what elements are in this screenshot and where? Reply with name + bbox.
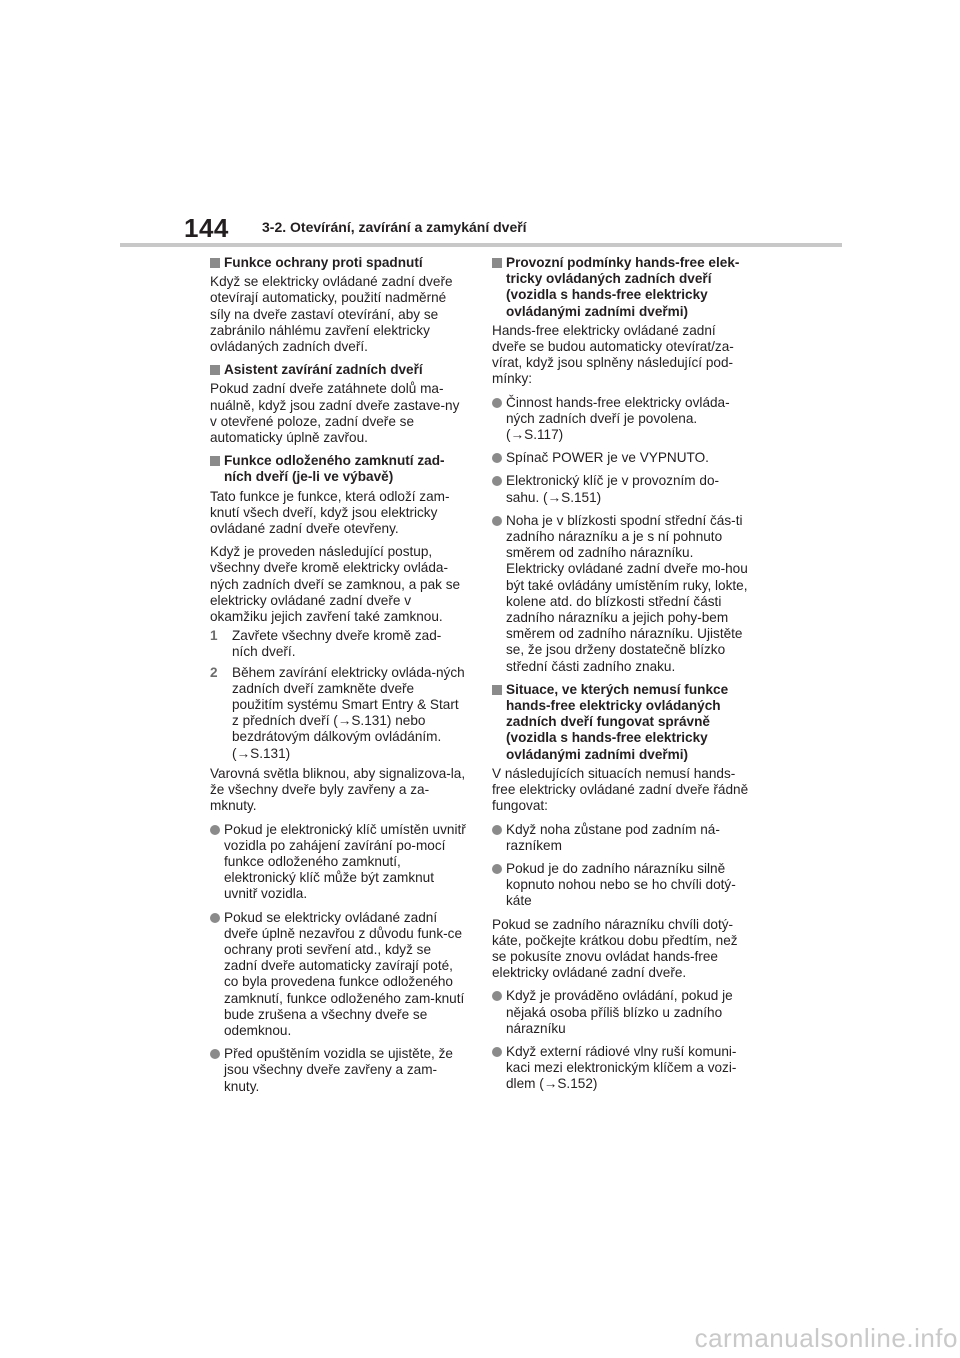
page-number: 144 <box>184 213 229 243</box>
step-number: 2 <box>210 664 218 680</box>
bullet-item <box>492 861 752 910</box>
bullet-text: Když je prováděno ovládání, pokud je nějaká osoba příliš blízko u zadního nárazníku <box>506 988 733 1036</box>
square-bullet-icon <box>210 365 220 375</box>
bullet-item <box>492 988 752 1037</box>
bullet-text: Před opuštěním vozidla se ujistěte, že jsou všechny dveře zavřeny a zam-knuty. <box>224 1046 453 1094</box>
step-text: Během zavírání elektricky ovláda-ných zadních dveří zamkněte dveře použitím systému Smart Entry & Start z předních dveří (→S.131) nebo bezdrátovým dálkovým ovládáním. (→S.131) <box>232 664 465 761</box>
bullet-item <box>492 395 752 444</box>
bullet-item <box>210 910 466 1040</box>
square-bullet-icon <box>210 258 220 268</box>
bullet-text: Činnost hands-free elektricky ovláda-ných zadních dveří je povolena. (→S.117) <box>506 394 730 443</box>
paragraph: Když je proveden následující postup, všechny dveře kromě elektricky ovláda-ných zadních dveří se zamknou, a pak se elektricky ovládané zadní dveře v okamžiku jejich zavření také zamknou. <box>210 544 461 625</box>
step-text: Zavřete všechny dveře kromě zad-ních dveří. <box>232 628 442 660</box>
bullet-item <box>492 513 752 675</box>
bullet-item <box>492 1044 752 1093</box>
round-bullet-icon <box>210 825 220 835</box>
bullet-text: Když noha zůstane pod zadním ná-razníkem <box>506 821 720 853</box>
round-bullet-icon <box>492 516 502 526</box>
bullet-text: Spínač POWER je ve VYPNUTO. <box>506 450 709 466</box>
bullet-text: Pokud se elektricky ovládané zadní dveře úplně nezavřou z důvodu funk-ce ochrany proti sevření atd., když se zadní dveře automaticky zavírají poté, co byla provedena funkce odloženého zamknutí, funkce odloženého zam-knutí bude zrušena a všechny dveře se odemknou. <box>224 909 465 1038</box>
heading-handsfree-conditions <box>492 255 752 320</box>
paragraph: Varovná světla bliknou, aby signalizova-la, že všechny dveře byly zavřeny a za-mknuty. <box>210 765 466 814</box>
bullet-text: Pokud je do zadního nárazníku silně kopnuto nohou nebo se ho chvíli dotý-káte <box>506 860 736 909</box>
heading-delayed-lock <box>210 453 466 485</box>
square-bullet-icon <box>492 685 502 695</box>
round-bullet-icon <box>210 913 220 923</box>
paragraph: Když se elektricky ovládané zadní dveře otevírají automaticky, použití nadměrné síly na dveře zastaví otevírání, aby se zabránilo náhlému zavření elektricky ovládaných zadních dveří. <box>210 274 453 355</box>
round-bullet-icon <box>492 398 502 408</box>
square-bullet-icon <box>210 456 220 466</box>
round-bullet-icon <box>492 991 502 1001</box>
heading-text: Situace, ve kterých nemusí funkce hands-free elektricky ovládaných zadních dveří fungovat správně (vozidla s hands-free elektricky ovládanými zadními dveřmi) <box>506 681 729 762</box>
heading-text: Funkce ochrany proti spadnutí <box>224 255 423 270</box>
paragraph: Hands-free elektricky ovládané zadní dveře se budou automaticky otevírat/za-vírat, když jsou splněny následující pod-mínky: <box>492 322 734 387</box>
round-bullet-icon <box>492 453 502 463</box>
round-bullet-icon <box>492 864 502 874</box>
section-title: 3-2. Otevírání, zavírání a zamykání dveří <box>262 219 527 235</box>
bullet-text: Noha je v blízkosti spodní střední čás-ti zadního nárazníku a je s ní pohnuto směrem od zadního nárazníku. Elektricky ovládané zadní dveře mo-hou být také ovládány umístěním ruky, lokte, kolene atd. do blízkosti střední části zadního nárazníku a jejich pohy-bem směrem od zadního nárazníku. Ujistěte se, že jsou drženy dostatečně blízko střední části zadního znaku. <box>506 512 748 674</box>
round-bullet-icon <box>492 825 502 835</box>
watermark: carmanualsonline.info <box>694 1323 958 1353</box>
step-item <box>210 665 466 762</box>
header-rule <box>120 243 842 247</box>
paragraph: V následujících situacích nemusí hands-free elektricky ovládané zadní dveře řádně fungovat: <box>492 765 749 814</box>
heading-text: Asistent zavírání zadních dveří <box>224 362 423 378</box>
bullet-text: Pokud je elektronický klíč umístěn uvnitř vozidla po zahájení zavírání po-mocí funkce odloženého zamknutí, elektronický klíč může být zamknut uvnitř vozidla. <box>224 821 466 902</box>
round-bullet-icon <box>210 1049 220 1059</box>
paragraph: Pokud zadní dveře zatáhnete dolů ma-nuálně, když jsou zadní dveře zastave-ny v otevřené poloze, zadní dveře se automaticky úplně zavřou. <box>210 381 460 446</box>
heading-text: Provozní podmínky hands-free elek-tricky ovládaných zadních dveří (vozidla s hands-free elektricky ovládanými zadními dveřmi) <box>506 255 740 319</box>
left-column <box>210 255 466 1102</box>
heading-handsfree-situations <box>492 682 752 763</box>
right-column <box>492 255 752 1100</box>
bullet-item <box>492 822 752 854</box>
heading-closing-assist <box>210 362 466 378</box>
round-bullet-icon <box>492 476 502 486</box>
bullet-item <box>492 450 752 466</box>
bullet-text: Když externí rádiové vlny ruší komuni-kaci mezi elektronickým klíčem a vozi-dlem (→S.152) <box>506 1043 737 1092</box>
bullet-item <box>210 1046 466 1095</box>
paragraph: Pokud se zadního nárazníku chvíli dotý-káte, počkejte krátkou dobu předtím, než se pokusíte znovu ovládat hands-free elektricky ovládané zadní dveře. <box>492 916 738 981</box>
square-bullet-icon <box>492 258 502 268</box>
step-number: 1 <box>210 628 218 644</box>
heading-text: Funkce odloženého zamknutí zad-ních dveří (je-li ve výbavě) <box>224 453 445 485</box>
bullet-item <box>492 473 752 505</box>
round-bullet-icon <box>492 1047 502 1057</box>
bullet-text: Elektronický klíč je v provozním do-sahu. (→S.151) <box>506 473 720 505</box>
paragraph: Tato funkce je funkce, která odloží zam-knutí všech dveří, když jsou elektricky ovládané zadní dveře otevřeny. <box>210 488 450 537</box>
heading-fall-protection <box>210 255 466 271</box>
step-item <box>210 628 466 660</box>
bullet-item <box>210 822 466 903</box>
